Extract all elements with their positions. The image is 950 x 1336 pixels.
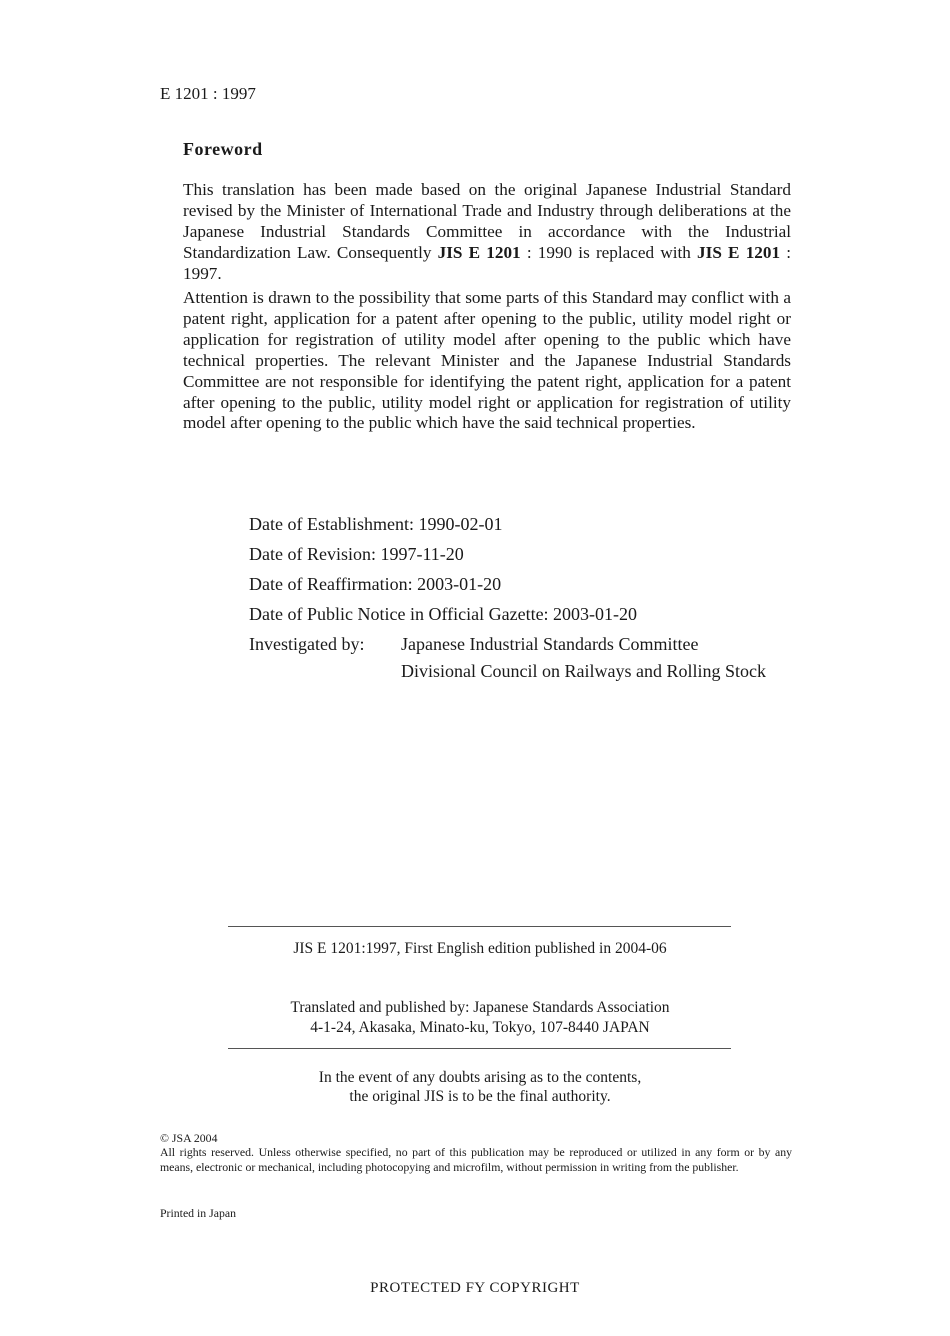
edition-info: JIS E 1201:1997, First English edition published in 2004-06 — [293, 940, 667, 957]
authority-line-1: In the event of any doubts arising as to the contents, — [318, 1069, 642, 1086]
authority-line-2: the original JIS is to be the final authority. — [349, 1088, 611, 1105]
printed-in-text: Printed in Japan — [160, 1206, 237, 1220]
investigated-by-line-2: Divisional Council on Railways and Rolling Stock — [401, 661, 766, 681]
new-year-text: : 1997. — [183, 242, 792, 283]
rights-reserved-text: All rights reserved. Unless otherwise specified, no part of this publication may be reproduced or utilized in any form or by any means, electronic or mechanical, including photocopying and microfilm, without permission in writing from the publisher. — [160, 1145, 792, 1174]
foreword-paragraph-2: Attention is drawn to the possibility that some parts of this Standard may conflict with a patent right, application for a patent after opening to the public, utility model right or application for registration of utility model after opening to the public which have technical properties. The relevant Minister and the Japanese Industrial Standards Committee are not responsible for identifying the patent right, application for a patent after opening to the public, utility model right or application for registration of utility model after opening to the public which have the said technical properties. — [183, 288, 791, 433]
dates-block — [249, 511, 786, 682]
copyright-notice: © JSA 2004 — [160, 1131, 218, 1145]
investigated-by-label: Investigated by: — [249, 634, 365, 654]
old-year-text: : 1990 is replaced with — [520, 242, 698, 262]
publisher-info — [160, 998, 800, 1038]
date-reaffirmation: Date of Reaffirmation: 2003-01-20 — [249, 574, 502, 594]
date-revision: Date of Revision: 1997-11-20 — [249, 544, 464, 564]
divider-top — [228, 926, 731, 927]
investigated-by-row — [249, 631, 786, 682]
publisher-line-1: Translated and published by: Japanese Standards Association — [290, 999, 670, 1016]
investigated-by-line-1: Japanese Industrial Standards Committee — [401, 634, 699, 654]
foreword-title: Foreword — [183, 139, 263, 159]
new-standard-ref: JIS E 1201 — [697, 242, 781, 262]
foreword-paragraph-1 — [183, 180, 791, 285]
publisher-line-2: 4-1-24, Akasaka, Minato-ku, Tokyo, 107-8440 JAPAN — [310, 1019, 650, 1036]
investigated-by-value — [401, 631, 786, 682]
date-public-notice: Date of Public Notice in Official Gazette: 2003-01-20 — [249, 604, 638, 624]
copyright-footer: PROTECTED FY COPYRIGHT — [370, 1280, 580, 1296]
authority-notice — [160, 1068, 800, 1106]
divider-bottom — [228, 1048, 731, 1049]
old-standard-ref: JIS E 1201 — [437, 242, 521, 262]
document-id-header: E 1201 : 1997 — [160, 84, 256, 103]
date-establishment: Date of Establishment: 1990-02-01 — [249, 514, 503, 534]
para1-text: This translation has been made based on the original Japanese Industrial Standard revised by the Minister of International Trade and Industry through deliberations at the Japanese Industrial Standards Committee in accordance with the Industrial Standardization Law. Consequently — [183, 180, 791, 262]
